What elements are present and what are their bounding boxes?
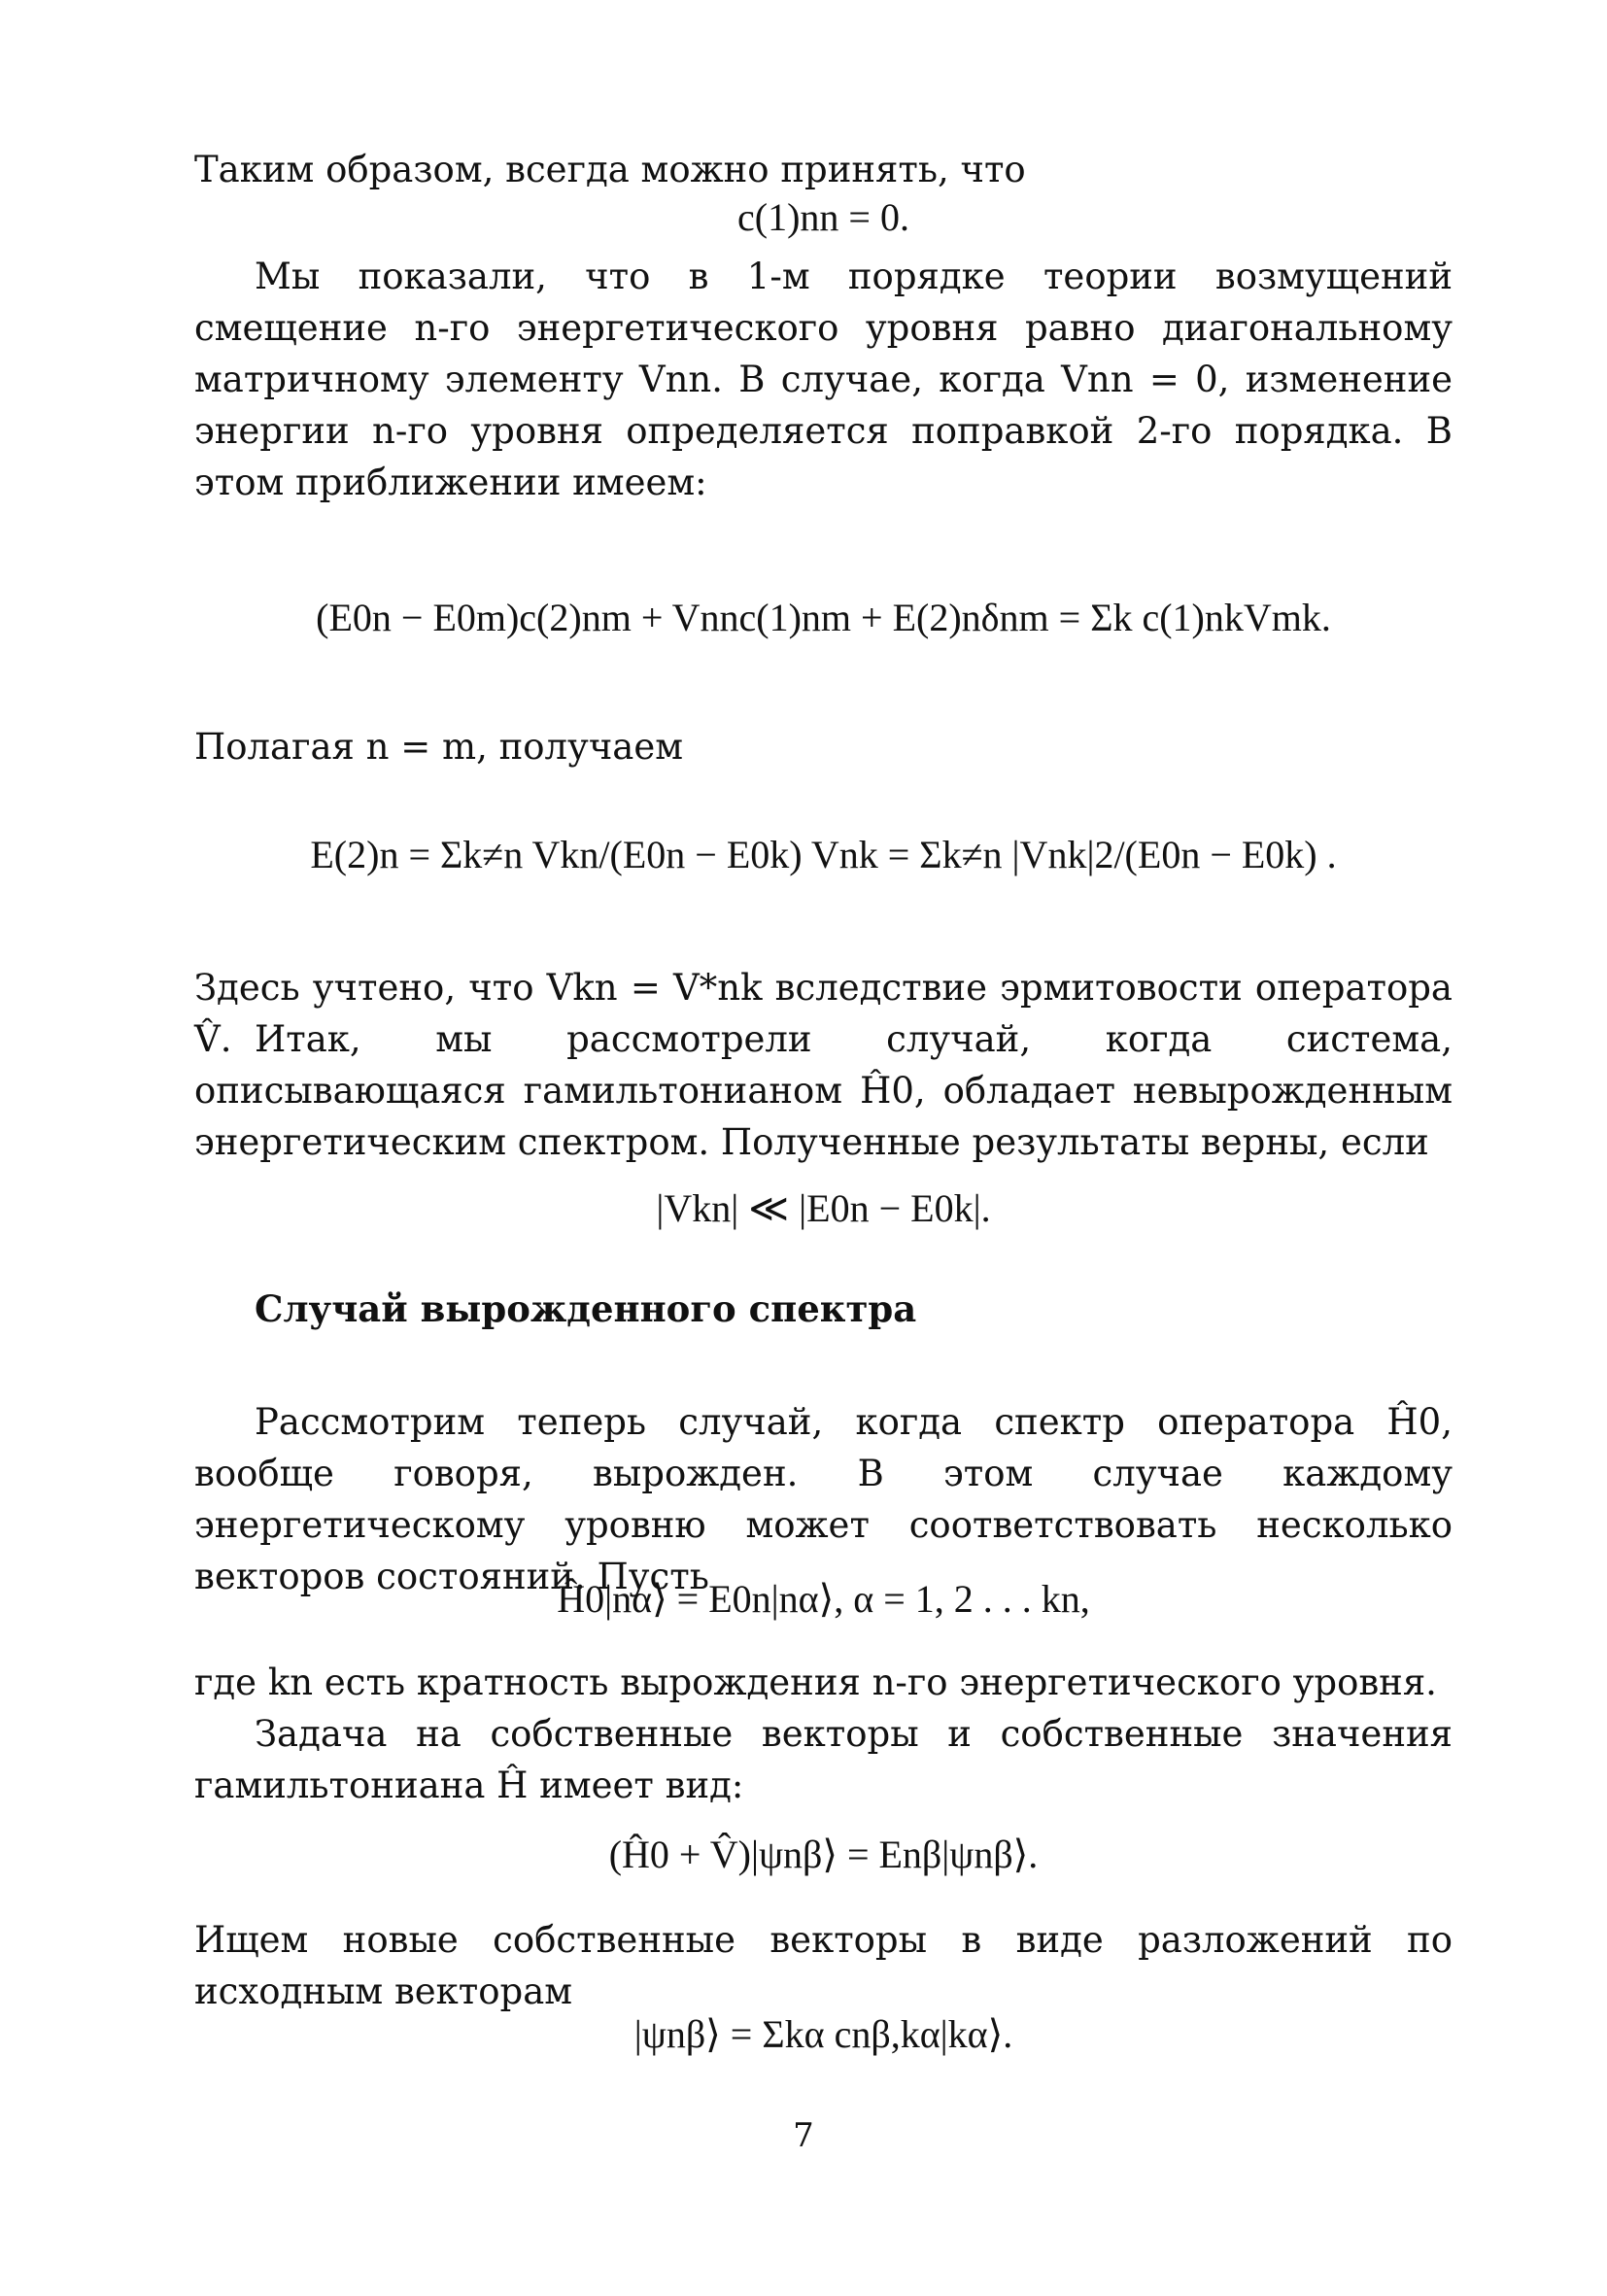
section-heading: Случай вырожденного спектра	[255, 1287, 917, 1330]
equation-validity-condition: |Vkn| ≪ |E0n − E0k|.	[656, 1186, 991, 1230]
equation-cnn-zero: c(1)nn = 0.	[737, 195, 909, 239]
paragraph-expansion: Ищем новые собственные векторы в виде разложений по исходным векторам	[194, 1919, 1453, 2012]
paragraph-first-order: Мы показали, что в 1-м порядке теории возмущений смещение n-го энергетического уровня равно диагональному матричному элементу Vnn. В случае, когда Vnn = 0, изменение энергии n-го уровня определяется поправкой 2-го порядка. В этом приближении имеем:	[194, 256, 1453, 503]
paragraph-intro: Таким образом, всегда можно принять, что	[194, 149, 1026, 190]
page-number: 7	[793, 2116, 814, 2155]
equation-second-order: (E0n − E0m)c(2)nm + Vnnc(1)nm + E(2)nδnm = Σk c(1)nkVmk.	[316, 596, 1331, 639]
paragraph-setting-n-m: Полагая n = m, получаем	[194, 726, 684, 768]
equation-energy-correction: E(2)n = Σk≠n Vkn/(E0n − E0k) Vnk = Σk≠n |Vnk|2/(E0n − E0k) .	[310, 833, 1337, 876]
equation-expansion: |ψnβ⟩ = Σkα cnβ,kα|kα⟩.	[633, 2012, 1013, 2056]
paragraph-degeneracy: где kn есть кратность вырождения n-го энергетического уровня.	[194, 1662, 1437, 1703]
paragraph-degenerate-intro: Рассмотрим теперь случай, когда спектр оператора Ĥ0, вообще говоря, вырожден. В этом случае каждому энергетическому уровню может соответствовать несколько векторов состояний. Пусть	[194, 1401, 1453, 1597]
equation-eigenproblem: (Ĥ0 + V̂)|ψnβ⟩ = Enβ|ψnβ⟩.	[608, 1833, 1039, 1876]
paragraph-eigenproblem: Задача на собственные векторы и собственные значения гамильтониана Ĥ имеет вид:	[194, 1713, 1453, 1806]
paragraph-hermiticity: Здесь учтено, что Vkn = V*nk вследствие эрмитовости оператора V̂.	[194, 967, 1453, 1060]
equation-unperturbed-states: Ĥ0|nα⟩ = E0n|nα⟩, α = 1, 2 . . . kn,	[557, 1577, 1090, 1621]
paragraph-nondegenerate: Итак, мы рассмотрели случай, когда система, описывающаяся гамильтонианом Ĥ0, обладает невырожденным энергетическим спектром. Полученные результаты верны, если	[194, 1018, 1453, 1163]
